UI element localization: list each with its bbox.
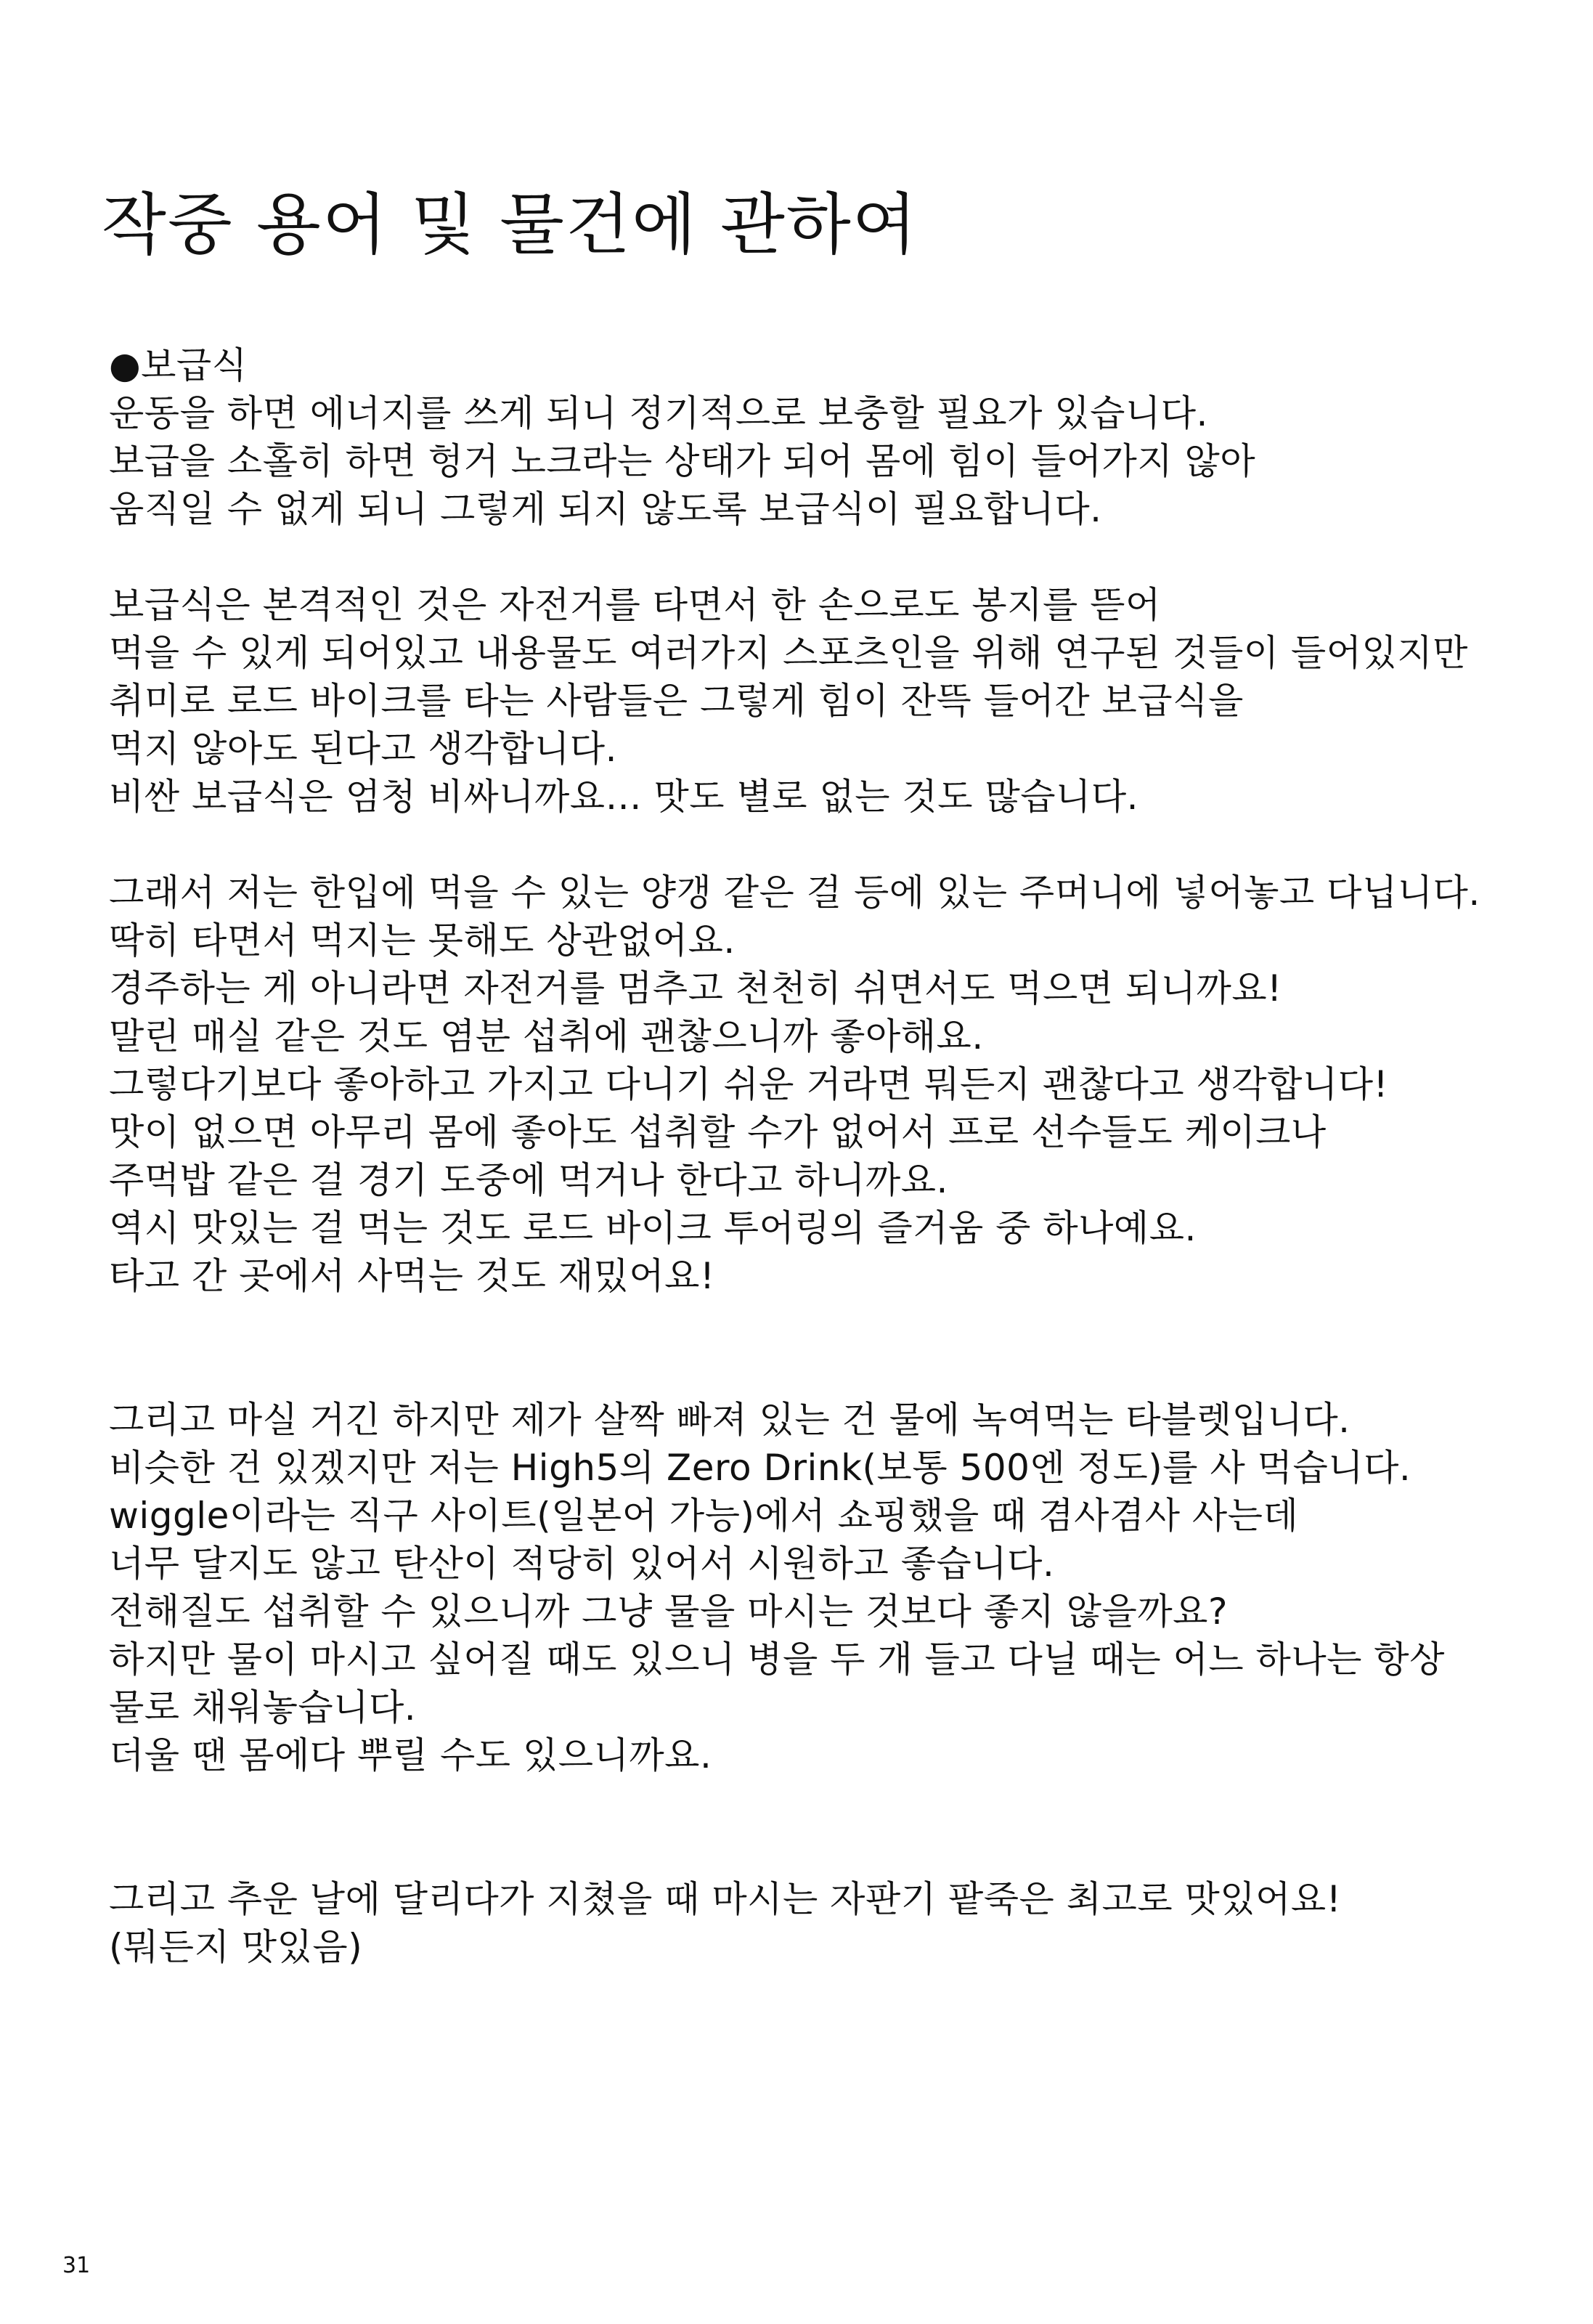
paragraph-gap <box>109 533 1554 581</box>
text-line: 말린 매실 같은 것도 염분 섭취에 괜찮으니까 좋아해요. <box>109 1015 984 1057</box>
text-line: 운동을 하면 에너지를 쓰게 되니 정기적으로 보충할 필요가 있습니다. <box>109 392 1208 434</box>
paragraph-4 <box>109 1396 1554 1779</box>
paragraph-5 <box>109 1875 1554 1971</box>
text-line: 경주하는 게 아니라면 자전거를 멈추고 천천히 쉬면서도 먹으면 되니까요! <box>109 967 1282 1009</box>
text-line: 주먹밥 같은 걸 경기 도중에 먹거나 한다고 하니까요. <box>109 1159 948 1201</box>
text-line: 역시 맛있는 걸 먹는 것도 로드 바이크 투어링의 즐거움 중 하나예요. <box>109 1207 1197 1249</box>
text-line: (뭐든지 맛있음) <box>109 1926 363 1968</box>
text-line: 그래서 저는 한입에 먹을 수 있는 양갱 같은 걸 등에 있는 주머니에 넣어놓고 다닙니다. <box>109 871 1480 914</box>
text-line: 물로 채워놓습니다. <box>109 1686 417 1728</box>
text-line: 비슷한 건 있겠지만 저는 High5의 Zero Drink(보통 500엔 정도)를 사 먹습니다. <box>109 1447 1411 1489</box>
text-line: 더울 땐 몸에다 뿌릴 수도 있으니까요. <box>109 1734 712 1776</box>
text-line: 먹지 않아도 된다고 생각합니다. <box>109 728 617 770</box>
text-line: 보급을 소홀히 하면 헝거 노크라는 상태가 되어 몸에 힘이 들어가지 않아 <box>109 440 1256 482</box>
text-line: 맛이 없으면 아무리 몸에 좋아도 섭취할 수가 없어서 프로 선수들도 케이크나 <box>109 1111 1327 1153</box>
text-line: 보급식은 본격적인 것은 자전거를 타면서 한 손으로도 봉지를 뜯어 <box>109 584 1161 626</box>
text-line: 먹을 수 있게 되어있고 내용물도 여러가지 스포츠인을 위해 연구된 것들이 들어있지만 <box>109 632 1468 674</box>
text-line: 비싼 보급식은 엄청 비싸니까요… 맛도 별로 없는 것도 많습니다. <box>109 776 1139 818</box>
paragraph-gap <box>109 1779 1554 1875</box>
text-line: 움직일 수 없게 되니 그렇게 되지 않도록 보급식이 필요합니다. <box>109 488 1102 530</box>
text-line: 전해질도 섭취할 수 있으니까 그냥 물을 마시는 것보다 좋지 않을까요? <box>109 1590 1228 1633</box>
text-line: 너무 달지도 않고 탄산이 적당히 있어서 시원하고 좋습니다. <box>109 1543 1055 1585</box>
text-line: 하지만 물이 마시고 싶어질 때도 있으니 병을 두 개 들고 다닐 때는 어느 하나는 항상 <box>109 1638 1445 1681</box>
text-line: 타고 간 곳에서 사먹는 것도 재밌어요! <box>109 1255 715 1297</box>
body-text <box>109 341 1554 1971</box>
text-line: 그리고 추운 날에 달리다가 지쳤을 때 마시는 자판기 팥죽은 최고로 맛있어요! <box>109 1878 1342 1920</box>
paragraph-1 <box>109 389 1554 533</box>
paragraph-gap <box>109 821 1554 869</box>
text-line: wiggle이라는 직구 사이트(일본어 가능)에서 쇼핑했을 때 겸사겸사 사는데 <box>109 1495 1299 1537</box>
paragraph-gap <box>109 1300 1554 1396</box>
section-heading: ●보급식 <box>109 344 248 386</box>
paragraph-2 <box>109 581 1554 821</box>
text-line: 딱히 타면서 먹지는 못해도 상관없어요. <box>109 919 736 962</box>
text-line: 취미로 로드 바이크를 타는 사람들은 그렇게 힘이 잔뜩 들어간 보급식을 <box>109 680 1244 722</box>
page-title: 작중 용어 및 물건에 관하여 <box>102 186 918 264</box>
page-number: 31 <box>62 2253 91 2278</box>
text-line: 그리고 마실 거긴 하지만 제가 살짝 빠져 있는 건 물에 녹여먹는 타블렛입니다. <box>109 1399 1350 1441</box>
paragraph-3 <box>109 869 1554 1300</box>
text-line: 그렇다기보다 좋아하고 가지고 다니기 쉬운 거라면 뭐든지 괜찮다고 생각합니다! <box>109 1063 1389 1105</box>
